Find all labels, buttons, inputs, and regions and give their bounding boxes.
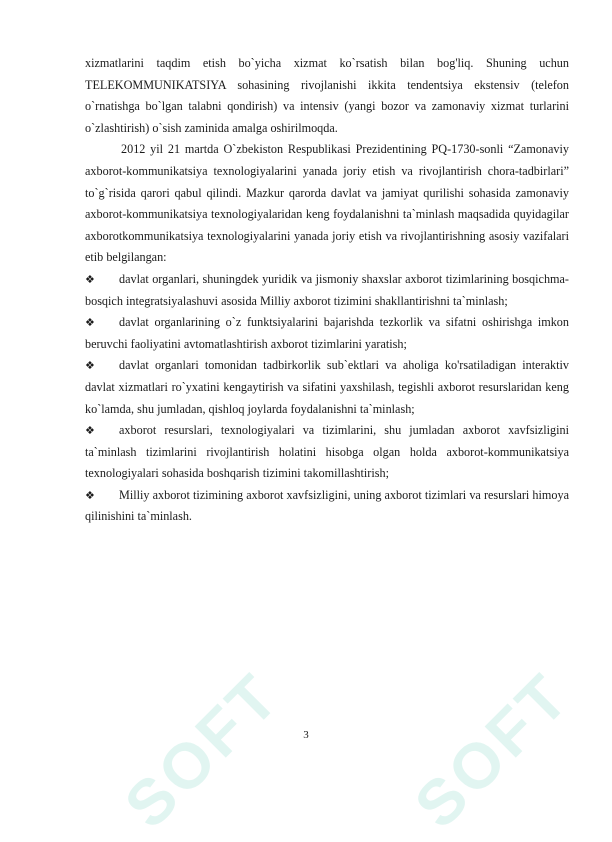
bullet-list <box>85 269 569 528</box>
diamond-bullet-icon: ❖ <box>85 272 95 286</box>
diamond-bullet-icon: ❖ <box>85 316 95 330</box>
diamond-bullet-icon: ❖ <box>85 359 95 373</box>
diamond-bullet-icon: ❖ <box>85 488 95 502</box>
list-item <box>85 269 569 312</box>
watermark-left: SOFT <box>110 658 294 842</box>
list-item-text: davlat organlari tomonidan tadbirkorlik sub`ektlari va aholiga ko'rsatiladigan interaktiv davlat xizmatlari ro`yxatini kengaytirish va sifatini yaxshilash, tegishli axborot resurslaridan keng ko`lamda, shu jumladan, qishloq joylarda foydalanishni ta`minlash; <box>85 358 569 416</box>
diamond-bullet-icon: ❖ <box>85 424 95 438</box>
list-item-text: axborot resurslari, texnologiyalari va tizimlarini, shu jumladan axborot xavfsizligini ta`minlash tizimlarini rivojlantirish holatini hisobga olgan holda axborot-kommunikatsiya texnologiyalari sohasida boshqarish tizimini takomillashtirish; <box>85 423 569 481</box>
intro-paragraph: xizmatlarini taqdim etish bo`yicha xizmat ko`rsatish bilan bog'liq. Shuning uchun TELEKOMMUNIKATSIYA sohasining rivojlanishi ikkita tendentsiya ekstensiv (telefon o`rnatishga bo`lgan talabni qondirish) va intensiv (yangi bozor va zamonaviy xizmat turlarini o`zlashtirish) o`sish zaminida amalga oshirilmoqda. <box>85 56 569 135</box>
document-body <box>85 53 569 528</box>
list-item <box>85 312 569 355</box>
watermark-right: SOFT <box>400 658 584 842</box>
list-item <box>85 355 569 420</box>
list-item <box>85 420 569 485</box>
page-number: 3 <box>303 729 309 741</box>
list-item-text: Milliy axborot tizimining axborot xavfsizligini, uning axborot tizimlari va resurslari himoya qilinishini ta`minlash. <box>85 487 569 524</box>
list-item-text: davlat organlarining o`z funktsiyalarini bajarishda tezkorlik va sifatni oshirishga imkon beruvchi faoliyatini avtomatlashtirish axborot tizimlarini yaratish; <box>85 315 569 351</box>
list-item-text: davlat organlari, shuningdek yuridik va jismoniy shaxslar axborot tizimlarining bosqichma-bosqich integratsiyalashuvi asosida Milliy axborot tizimini shakllantirishni ta`minlash; <box>85 271 569 308</box>
list-item <box>85 485 569 528</box>
decree-paragraph: 2012 yil 21 martda O`zbekiston Respublikasi Prezidentining PQ-1730-sonli “Zamonaviy axborot-kommunikatsiya texnologiyalarini yanada joriy etish va rivojlantirish chora-tadbirlari” to`g`risida qarori qabul qilindi. Mazkur qarorda davlat va jamiyat qurilishi sohasida zamonaviy axborot-kommunikatsiya texnologiyalaridan keng foydalanishni ta`minlash maqsadida quyidagilar axborotkommunikatsiya texnologiyalarini yanada joriy etish va rivojlantirishning asosiy vazifalari etib belgilangan: <box>85 142 569 265</box>
